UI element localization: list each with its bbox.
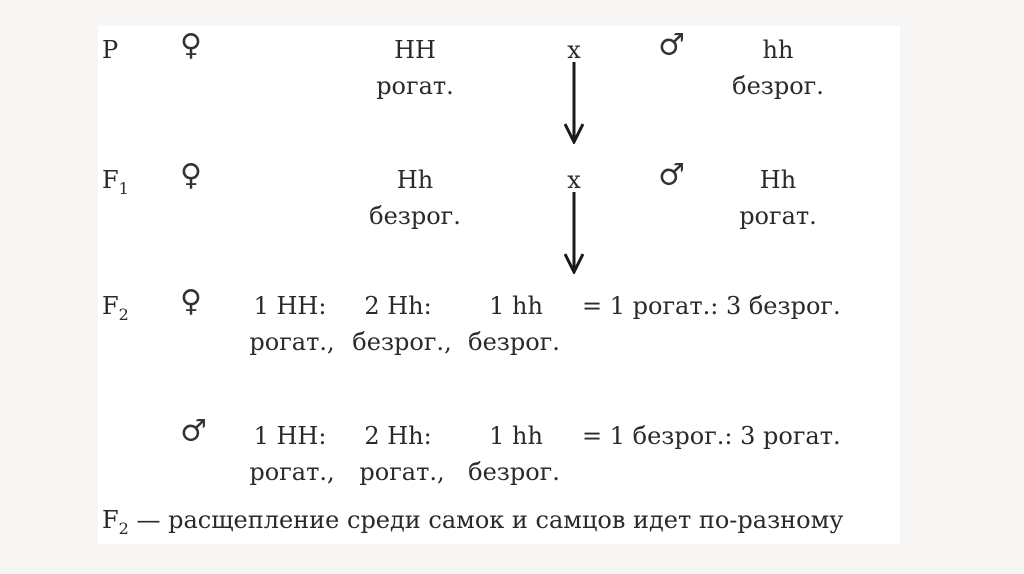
generation-label-p: P bbox=[102, 36, 119, 64]
male-phenotype-p: безрог. bbox=[732, 72, 824, 100]
generation-label-f1: $F_1$ bbox=[102, 166, 129, 198]
female-symbol-p: ♀ bbox=[180, 28, 202, 63]
f2-female-phenotype-3: безрог. bbox=[468, 328, 560, 356]
f2-female-genotype-3: 1 hh bbox=[489, 292, 543, 320]
f2-male-phenotype-1: рогат., bbox=[249, 458, 335, 486]
generation-label-f2: $F_2$ bbox=[102, 292, 129, 324]
f2-female-genotype-1: 1 НН: bbox=[253, 292, 327, 320]
f2-male-ratio: = 1 безрог.: 3 рогат. bbox=[582, 422, 841, 450]
female-phenotype-f1: безрог. bbox=[369, 202, 461, 230]
conclusion-text: $F_2$ — расщепление среди самок и самцов идет по-разному bbox=[102, 506, 844, 538]
male-symbol-f2: ♂ bbox=[180, 414, 207, 449]
arrow-down-icon bbox=[564, 62, 584, 144]
f2-male-phenotype-3: безрог. bbox=[468, 458, 560, 486]
male-symbol-f1: ♂ bbox=[658, 158, 685, 193]
arrow-down-icon bbox=[564, 192, 584, 274]
f2-female-genotype-2: 2 Hh: bbox=[364, 292, 432, 320]
cross-sign-f1: х bbox=[567, 166, 581, 194]
f2-male-genotype-1: 1 НН: bbox=[253, 422, 327, 450]
male-genotype-f1: Hh bbox=[759, 166, 797, 194]
female-phenotype-p: рогат. bbox=[376, 72, 454, 100]
female-symbol-f1: ♀ bbox=[180, 158, 202, 193]
male-phenotype-f1: рогат. bbox=[739, 202, 817, 230]
f2-male-phenotype-2: рогат., bbox=[359, 458, 445, 486]
male-symbol-p: ♂ bbox=[658, 28, 685, 63]
cross-sign-p: х bbox=[567, 36, 581, 64]
male-genotype-p: hh bbox=[762, 36, 794, 64]
f2-male-genotype-3: 1 hh bbox=[489, 422, 543, 450]
female-genotype-p: HH bbox=[394, 36, 436, 64]
female-symbol-f2: ♀ bbox=[180, 284, 202, 319]
female-genotype-f1: Hh bbox=[396, 166, 434, 194]
f2-male-genotype-2: 2 Hh: bbox=[364, 422, 432, 450]
genetics-diagram-card bbox=[98, 26, 900, 544]
f2-female-ratio: = 1 рогат.: 3 безрог. bbox=[582, 292, 841, 320]
f2-female-phenotype-2: безрог., bbox=[352, 328, 452, 356]
f2-female-phenotype-1: рогат., bbox=[249, 328, 335, 356]
